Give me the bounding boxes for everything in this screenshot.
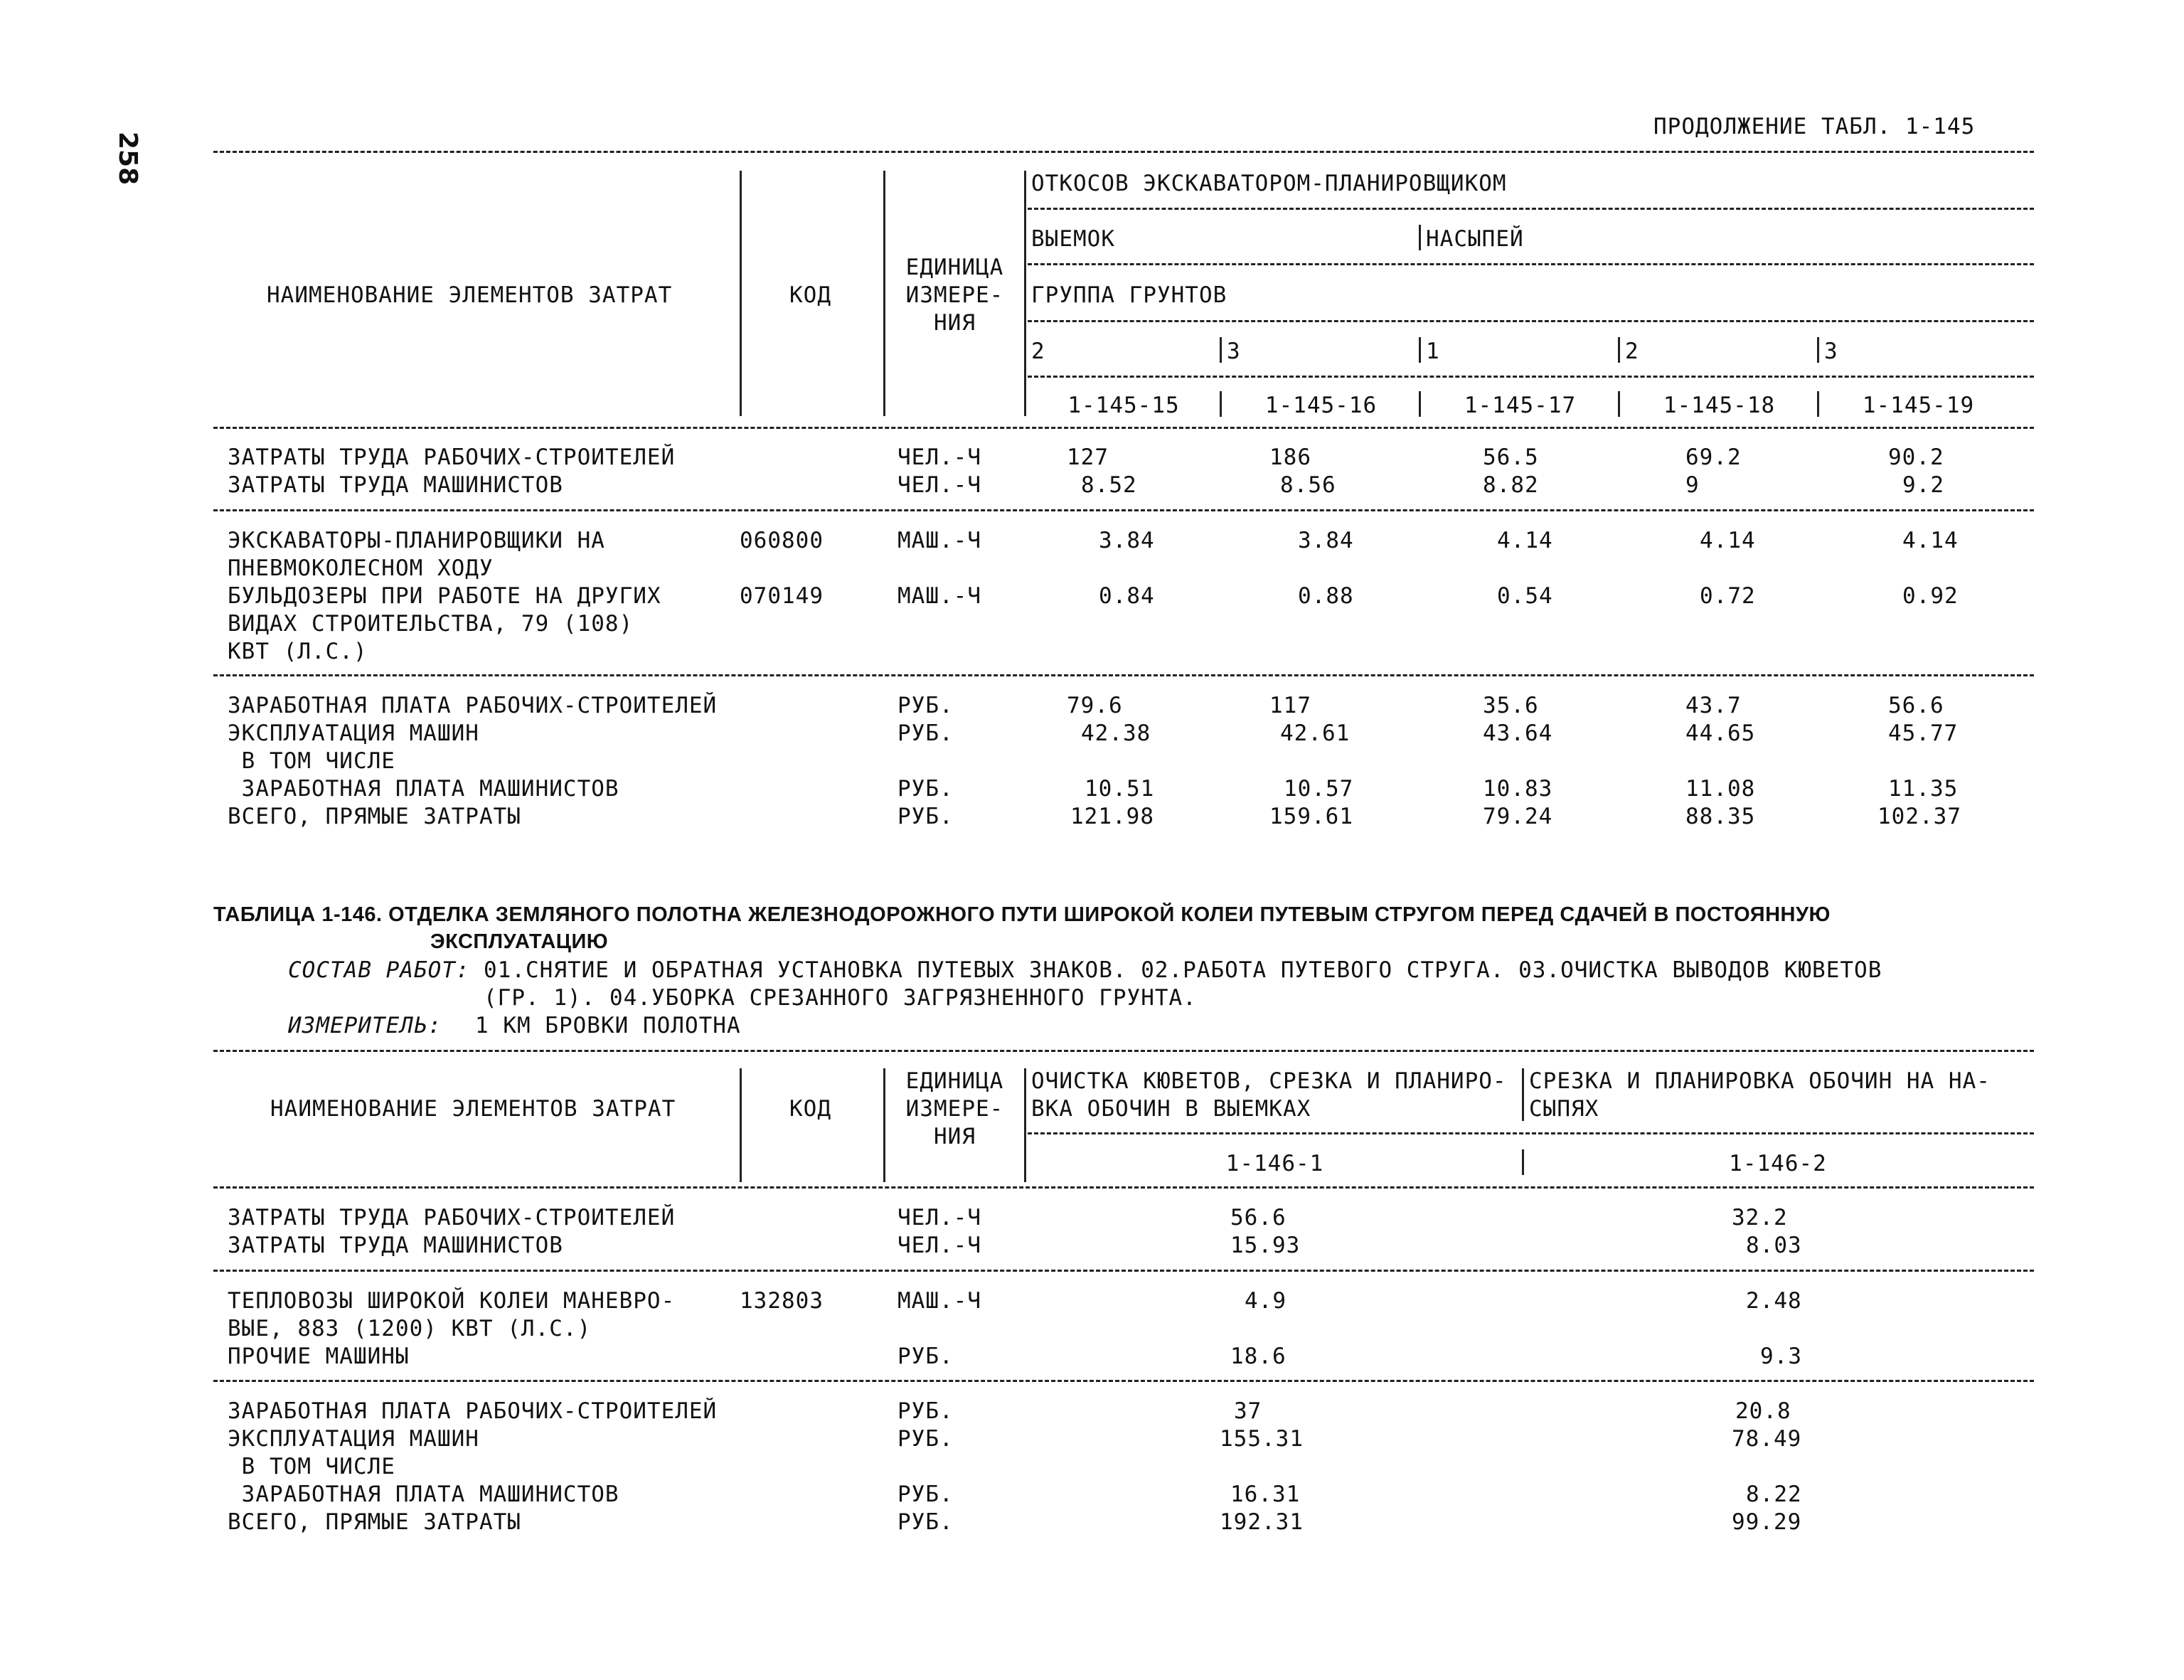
table-cell: 192.31	[1220, 1509, 1304, 1535]
table-cell: 37	[1234, 1398, 1262, 1424]
table-cell: 8.22	[1746, 1482, 1802, 1507]
table-row-name: ЗАТРАТЫ ТРУДА РАБОЧИХ-СТРОИТЕЛЕЙ	[228, 1205, 676, 1230]
table-cell: 42.38	[1081, 721, 1151, 746]
table-cell: 3.84	[1298, 528, 1354, 553]
table-row-name: В ТОМ ЧИСЛЕ	[228, 748, 395, 774]
table-cell: 11.08	[1685, 776, 1756, 802]
table145-rule-after-labor	[213, 509, 2034, 511]
table146-unit-values-divider	[1024, 1068, 1026, 1182]
table-row-name: ЗАРАБОТНАЯ ПЛАТА РАБОЧИХ-СТРОИТЕЛЕЙ	[228, 693, 718, 718]
table146-col-code-1: 1-146-1	[1225, 1151, 1324, 1176]
table-row-unit: РУБ.	[897, 776, 954, 802]
table-cell: 44.65	[1685, 721, 1756, 746]
table146-meter-label: ИЗМЕРИТЕЛЬ:	[288, 1013, 442, 1038]
table145-code-divider-4	[1817, 391, 1819, 417]
table-row-unit: РУБ.	[897, 1482, 954, 1507]
table145-header-rule-1	[1028, 208, 2034, 210]
table-cell: 8.56	[1280, 472, 1336, 498]
table-cell: 45.77	[1888, 721, 1959, 746]
table145-header-rule-3	[1028, 320, 2034, 322]
table-cell: 8.52	[1081, 472, 1137, 498]
table-cell: 3.84	[1099, 528, 1155, 553]
table-cell: 56.5	[1483, 445, 1539, 470]
table146-col2-header: СРЕЗКА И ПЛАНИРОВКА ОБОЧИН НА НА-	[1529, 1068, 1991, 1094]
table145-unit-header-1: ЕДИНИЦА	[905, 255, 1004, 280]
table145-header-rule-4	[1028, 376, 2034, 378]
table-row-unit: РУБ.	[897, 1398, 954, 1424]
table145-col-code-4: 1-145-18	[1663, 393, 1776, 418]
table-row-code: 070149	[740, 583, 824, 609]
table-cell: 102.37	[1877, 804, 1961, 829]
table-cell: 43.7	[1685, 693, 1742, 718]
table146-rule-after-machines	[213, 1380, 2034, 1382]
table146-name-header: НАИМЕНОВАНИЕ ЭЛЕМЕНТОВ ЗАТРАТ	[270, 1096, 676, 1122]
table-cell: 42.61	[1280, 721, 1351, 746]
table-row-name: ЗАТРАТЫ ТРУДА МАШИНИСТОВ	[228, 472, 563, 498]
table-row-unit: МАШ.-Ч	[897, 1288, 981, 1314]
table146-unit-header-1: ЕДИНИЦА	[905, 1068, 1004, 1094]
table-row-name: ЗАРАБОТНАЯ ПЛАТА МАШИНИСТОВ	[228, 1482, 619, 1507]
table-row-code: 132803	[740, 1288, 824, 1314]
table145-code-divider-1	[1220, 391, 1222, 417]
table-row-unit: РУБ.	[897, 1344, 954, 1369]
table-row-name-cont: ВЫЕ, 883 (1200) КВТ (Л.С.)	[228, 1316, 592, 1341]
table145-soil-group: ГРУППА ГРУНТОВ	[1031, 282, 1227, 308]
table146-unit-header-2: ИЗМЕРЕ-	[905, 1096, 1004, 1122]
table-row-code: 060800	[740, 528, 824, 553]
table-row-name: ЭКСПЛУАТАЦИЯ МАШИН	[228, 721, 479, 746]
table-cell: 8.82	[1483, 472, 1539, 498]
table-row-name: ПРОЧИЕ МАШИНЫ	[228, 1344, 410, 1369]
table145-soil-num-5: 3	[1824, 339, 1838, 364]
table145-soil-divider-3	[1618, 337, 1620, 363]
table-cell: 35.6	[1483, 693, 1539, 718]
table-cell: 56.6	[1230, 1205, 1287, 1230]
table-row-name: ЗАРАБОТНАЯ ПЛАТА РАБОЧИХ-СТРОИТЕЛЕЙ	[228, 1398, 718, 1424]
table-cell: 0.84	[1099, 583, 1155, 609]
table-row-unit: РУБ.	[897, 693, 954, 718]
table145-sub-a: ВЫЕМОК	[1031, 226, 1115, 252]
table145-col-code-3: 1-145-17	[1464, 393, 1577, 418]
table-cell: 127	[1067, 445, 1109, 470]
table-cell: 9.3	[1760, 1344, 1802, 1369]
table-row-name: ТЕПЛОВОЗЫ ШИРОКОЙ КОЛЕИ МАНЕВРО-	[228, 1288, 676, 1314]
table146-code-unit-divider	[883, 1068, 885, 1182]
table146-work-label: СОСТАВ РАБОТ:	[288, 957, 470, 983]
table-cell: 10.57	[1284, 776, 1354, 802]
table-cell: 99.29	[1732, 1509, 1802, 1535]
table-cell: 4.14	[1700, 528, 1756, 553]
table-row-unit: ЧЕЛ.-Ч	[897, 1205, 981, 1230]
table146-col1-header-cont: ВКА ОБОЧИН В ВЫЕМКАХ	[1031, 1096, 1311, 1122]
table145-soil-num-3: 1	[1426, 339, 1440, 364]
table-cell: 155.31	[1220, 1426, 1304, 1452]
table145-rule-after-machines	[213, 674, 2034, 676]
table146-col-divider-top	[1522, 1068, 1524, 1121]
table145-header-bottom-rule	[213, 427, 2034, 429]
table146-title: ТАБЛИЦА 1-146. ОТДЕЛКА ЗЕМЛЯНОГО ПОЛОТНА ЖЕЛЕЗНОДОРОЖНОГО ПУТИ ШИРОКОЙ КОЛЕИ ПУТЕВЫМ СТРУГОМ ПЕРЕД СДАЧЕЙ В ПОСТОЯННУЮ	[213, 903, 1831, 926]
table-cell: 43.64	[1483, 721, 1553, 746]
table145-header-rule-2	[1028, 263, 2034, 265]
table-row-unit: МАШ.-Ч	[897, 528, 981, 553]
table146-top-rule	[213, 1050, 2034, 1052]
table145-sub-divider	[1419, 225, 1421, 250]
table145-unit-header-3: НИЯ	[934, 310, 976, 336]
table-row-name: ЭКСКАВАТОРЫ-ПЛАНИРОВЩИКИ НА	[228, 528, 605, 553]
table-row-name-cont: КВТ (Л.С.)	[228, 639, 368, 664]
table-cell: 10.83	[1483, 776, 1553, 802]
table-cell: 10.51	[1085, 776, 1155, 802]
table-cell: 186	[1269, 445, 1311, 470]
table145-top-rule	[213, 151, 2034, 153]
table-row-unit: РУБ.	[897, 804, 954, 829]
table145-code-unit-divider	[883, 171, 885, 416]
table146-title-cont: ЭКСПЛУАТАЦИЮ	[430, 930, 609, 953]
table145-sub-b: НАСЫПЕЙ	[1426, 226, 1524, 252]
table-row-name: ЗАТРАТЫ ТРУДА РАБОЧИХ-СТРОИТЕЛЕЙ	[228, 445, 676, 470]
table-row-name: ВСЕГО, ПРЯМЫЕ ЗАТРАТЫ	[228, 1509, 521, 1535]
table145-soil-divider-2	[1419, 337, 1421, 363]
table-row-unit: ЧЕЛ.-Ч	[897, 445, 981, 470]
table145-code-header: КОД	[789, 282, 831, 308]
table145-soil-num-4: 2	[1625, 339, 1639, 364]
table-cell: 117	[1269, 693, 1311, 718]
table-row-name: ВСЕГО, ПРЯМЫЕ ЗАТРАТЫ	[228, 804, 521, 829]
table-cell: 2.48	[1746, 1288, 1802, 1314]
table146-meter-value: 1 КМ БРОВКИ ПОЛОТНА	[475, 1013, 741, 1038]
table145-code-divider-3	[1618, 391, 1620, 417]
table-row-unit: МАШ.-Ч	[897, 583, 981, 609]
table145-soil-num-1: 2	[1031, 339, 1045, 364]
continuation-label: ПРОДОЛЖЕНИЕ ТАБЛ. 1-145	[1653, 114, 1976, 139]
table146-work-line1: 01.СНЯТИЕ И ОБРАТНАЯ УСТАНОВКА ПУТЕВЫХ ЗНАКОВ. 02.РАБОТА ПУТЕВОГО СТРУГА. 03.ОЧИСТКА ВЫВОДОВ КЮВЕТОВ	[484, 957, 1882, 983]
table146-header-rule	[1028, 1132, 2034, 1134]
table-cell: 15.93	[1230, 1233, 1301, 1258]
page-number: 258	[113, 132, 142, 186]
table146-col1-header: ОЧИСТКА КЮВЕТОВ, СРЕЗКА И ПЛАНИРО-	[1031, 1068, 1507, 1094]
table-cell: 11.35	[1888, 776, 1959, 802]
table145-code-divider-2	[1419, 391, 1421, 417]
table-row-unit: РУБ.	[897, 1426, 954, 1452]
table-row-name-cont: ПНЕВМОКОЛЕСНОМ ХОДУ	[228, 555, 494, 581]
table145-soil-divider-1	[1220, 337, 1222, 363]
table146-col2-header-cont: СЫПЯХ	[1529, 1096, 1599, 1122]
table-row-unit: РУБ.	[897, 721, 954, 746]
table-cell: 78.49	[1732, 1426, 1802, 1452]
table-cell: 88.35	[1685, 804, 1756, 829]
table-cell: 0.54	[1497, 583, 1553, 609]
table-cell: 9.2	[1902, 472, 1944, 498]
table-row-name: БУЛЬДОЗЕРЫ ПРИ РАБОТЕ НА ДРУГИХ	[228, 583, 661, 609]
table-row-unit: РУБ.	[897, 1509, 954, 1535]
table-cell: 121.98	[1070, 804, 1154, 829]
table146-rule-after-labor	[213, 1270, 2034, 1272]
table-row-name-cont: ВИДАХ СТРОИТЕЛЬСТВА, 79 (108)	[228, 611, 634, 637]
table-cell: 0.92	[1902, 583, 1959, 609]
table145-name-header: НАИМЕНОВАНИЕ ЭЛЕМЕНТОВ ЗАТРАТ	[267, 282, 673, 308]
table145-soil-divider-4	[1817, 337, 1819, 363]
table145-name-code-divider	[740, 171, 742, 416]
table145-unit-header-2: ИЗМЕРЕ-	[905, 282, 1004, 308]
table146-col-divider-bottom	[1522, 1149, 1524, 1175]
table146-work-line2: (ГР. 1). 04.УБОРКА СРЕЗАННОГО ЗАГРЯЗНЕННОГО ГРУНТА.	[484, 985, 1197, 1011]
table-cell: 32.2	[1732, 1205, 1788, 1230]
table145-col-code-1: 1-145-15	[1067, 393, 1180, 418]
table-row-unit: ЧЕЛ.-Ч	[897, 1233, 981, 1258]
table145-soil-num-2: 3	[1227, 339, 1241, 364]
table-row-name: ЭКСПЛУАТАЦИЯ МАШИН	[228, 1426, 479, 1452]
table-cell: 9	[1685, 472, 1700, 498]
table-cell: 8.03	[1746, 1233, 1802, 1258]
table-cell: 159.61	[1269, 804, 1353, 829]
table-row-unit: ЧЕЛ.-Ч	[897, 472, 981, 498]
table-cell: 79.24	[1483, 804, 1553, 829]
table-cell: 69.2	[1685, 445, 1742, 470]
table-cell: 16.31	[1230, 1482, 1301, 1507]
table-cell: 90.2	[1888, 445, 1944, 470]
table-cell: 79.6	[1067, 693, 1123, 718]
table-cell: 0.72	[1700, 583, 1756, 609]
table146-code-header: КОД	[789, 1096, 831, 1122]
table-cell: 18.6	[1230, 1344, 1287, 1369]
table-cell: 0.88	[1298, 583, 1354, 609]
table146-unit-header-3: НИЯ	[934, 1124, 976, 1149]
table-cell: 4.9	[1245, 1288, 1287, 1314]
table146-name-code-divider	[740, 1068, 742, 1182]
table145-col-code-5: 1-145-19	[1862, 393, 1975, 418]
table-cell: 4.14	[1902, 528, 1959, 553]
table-row-name: ЗАРАБОТНАЯ ПЛАТА МАШИНИСТОВ	[228, 776, 619, 802]
table-row-name: В ТОМ ЧИСЛЕ	[228, 1454, 395, 1479]
table146-header-bottom-rule	[213, 1186, 2034, 1189]
table-row-name: ЗАТРАТЫ ТРУДА МАШИНИСТОВ	[228, 1233, 563, 1258]
table145-unit-values-divider	[1024, 171, 1026, 416]
table145-group-title: ОТКОСОВ ЭКСКАВАТОРОМ-ПЛАНИРОВЩИКОМ	[1031, 171, 1507, 196]
table146-col-code-2: 1-146-2	[1729, 1151, 1827, 1176]
table-cell: 20.8	[1735, 1398, 1791, 1424]
table-cell: 56.6	[1888, 693, 1944, 718]
table145-col-code-2: 1-145-16	[1264, 393, 1378, 418]
table-cell: 4.14	[1497, 528, 1553, 553]
